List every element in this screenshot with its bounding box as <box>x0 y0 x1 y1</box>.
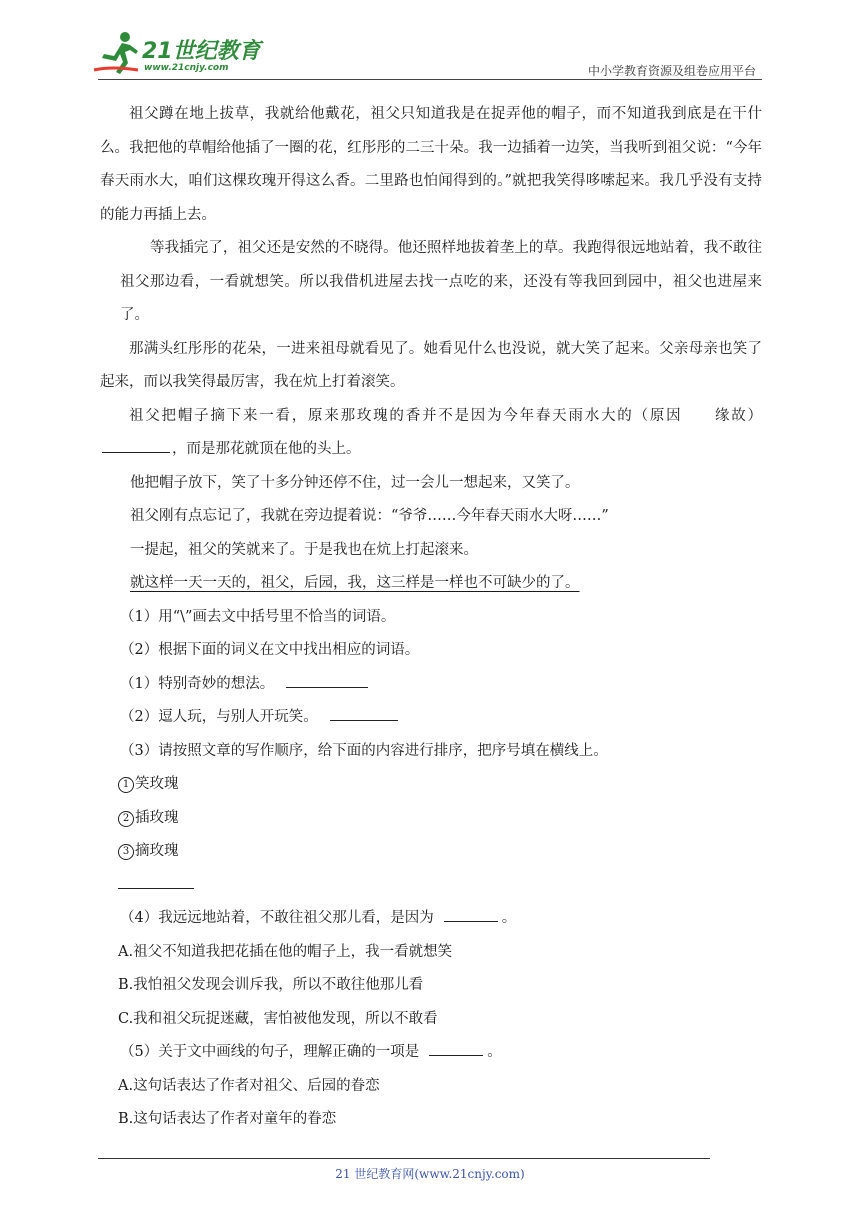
question-2-1 <box>100 668 762 702</box>
platform-name: 中小学教育资源及组卷应用平台 <box>587 64 756 78</box>
paragraph-5: 他把帽子放下，笑了十多分钟还停不住，过一会儿一想起来，又笑了。 <box>130 474 580 491</box>
answer-blank[interactable] <box>444 907 498 922</box>
paragraph-2: 等我插完了，祖父还是安然的不晓得。他还照样地拔着垄上的草。我跑得很远地站着，我不敢往祖父那边看，一看就想笑。所以我借机进屋去找一点吃的来，还没有等我回到园中，祖父也进屋来了。 <box>120 240 762 323</box>
paragraph-7: 一提起，祖父的笑就来了。于是我也在炕上打起滚来。 <box>130 541 478 558</box>
paragraph-4-text-a: 祖父把帽子摘下来一看，原来那玫瑰的香并不是因为今年春天雨水大的（原因 缘故） <box>129 407 762 424</box>
order-item-3 <box>100 835 762 869</box>
question-4-text: （4）我远远地站着，不敢往祖父那儿看，是因为 <box>120 910 434 926</box>
question-2-2 <box>100 701 762 735</box>
answer-blank[interactable] <box>429 1041 483 1056</box>
question-4-end: 。 <box>501 910 517 926</box>
underlined-sentence-text: 就这样一天一天的，祖父，后园，我，这三样是一样也不可缺少的了。 <box>130 575 580 591</box>
question-5-option-a: A.这句话表达了作者对祖父、后园的眷恋 <box>118 1077 380 1094</box>
question-5-option-b: B.这句话表达了作者对童年的眷恋 <box>118 1111 337 1127</box>
paragraph-1: 祖父蹲在地上拔草，我就给他戴花，祖父只知道我是在捉弄他的帽子，而不知道我到底是在干什么。我把他的草帽给他插了一圈的花，红彤彤的二三十朵。我一边插着一边笑，当我听到祖父说：“今年春天雨水大，咱们这棵玫瑰开得这么香。二里路也怕闻得到的。”就把我笑得哆嗦起来。我几乎没有支持的能力再插上去。 <box>100 106 762 223</box>
page-footer: 21 世纪教育网(www.21cnjy.com) <box>335 1167 525 1181</box>
question-5-text: （5）关于文中画线的句子，理解正确的一项是 <box>120 1044 420 1060</box>
logo-text: 21世纪教育 <box>142 39 261 64</box>
logo <box>92 30 262 80</box>
document-body <box>100 98 762 1137</box>
circled-number: 2 <box>118 811 134 827</box>
header-divider <box>98 79 762 80</box>
question-4-option-b: B.我怕祖父发现会训斥我，所以不敢往他那儿看 <box>118 977 424 993</box>
answer-blank[interactable] <box>286 673 368 688</box>
order-answer-line <box>100 869 762 903</box>
circled-number: 1 <box>118 777 134 793</box>
order-item-text: 笑玫瑰 <box>135 776 179 792</box>
paragraph-4-text-b: ，而是那花就顶在他的头上。 <box>172 441 361 457</box>
paragraph-4 <box>100 400 762 467</box>
question-4 <box>100 902 762 936</box>
question-2-1-text: （1）特别奇妙的想法。 <box>120 675 275 692</box>
runner-logo-icon <box>92 30 144 78</box>
order-item-2 <box>100 802 762 836</box>
answer-blank[interactable] <box>102 438 170 453</box>
footer-divider <box>98 1158 710 1159</box>
question-4-option-c: C.我和祖父玩捉迷藏，害怕被他发现，所以不敢看 <box>118 1010 438 1027</box>
answer-blank[interactable] <box>330 706 398 721</box>
order-item-text: 摘玫瑰 <box>135 843 179 859</box>
question-2-2-text: （2）逗人玩，与别人开玩笑。 <box>120 709 318 725</box>
question-2: （2）根据下面的词义在文中找出相应的词语。 <box>120 642 420 658</box>
question-4-option-a: A.祖父不知道我把花插在他的帽子上，我一看就想笑 <box>118 943 453 960</box>
page-header <box>0 0 860 85</box>
order-item-1 <box>100 768 762 802</box>
paragraph-3: 那满头红彤彤的花朵，一进来祖母就看见了。她看见什么也没说，就大笑了起来。父亲母亲也笑了起来，而以我笑得最厉害，我在炕上打着滚笑。 <box>100 340 762 390</box>
question-5-end: 。 <box>487 1044 502 1060</box>
paragraph-6: 祖父刚有点忘记了，我就在旁边提着说：“爷爷……今年春天雨水大呀……” <box>130 508 609 524</box>
underlined-sentence <box>100 567 762 601</box>
answer-blank[interactable] <box>118 874 194 889</box>
question-5 <box>100 1036 762 1070</box>
question-3: （3）请按照文章的写作顺序，给下面的内容进行排序，把序号填在横线上。 <box>120 742 608 759</box>
circled-number: 3 <box>118 844 134 860</box>
order-item-text: 插玫瑰 <box>135 809 179 826</box>
logo-url: www.21cnjy.com <box>144 63 229 73</box>
question-1: （1）用“\”画去文中括号里不恰当的词语。 <box>120 608 396 625</box>
